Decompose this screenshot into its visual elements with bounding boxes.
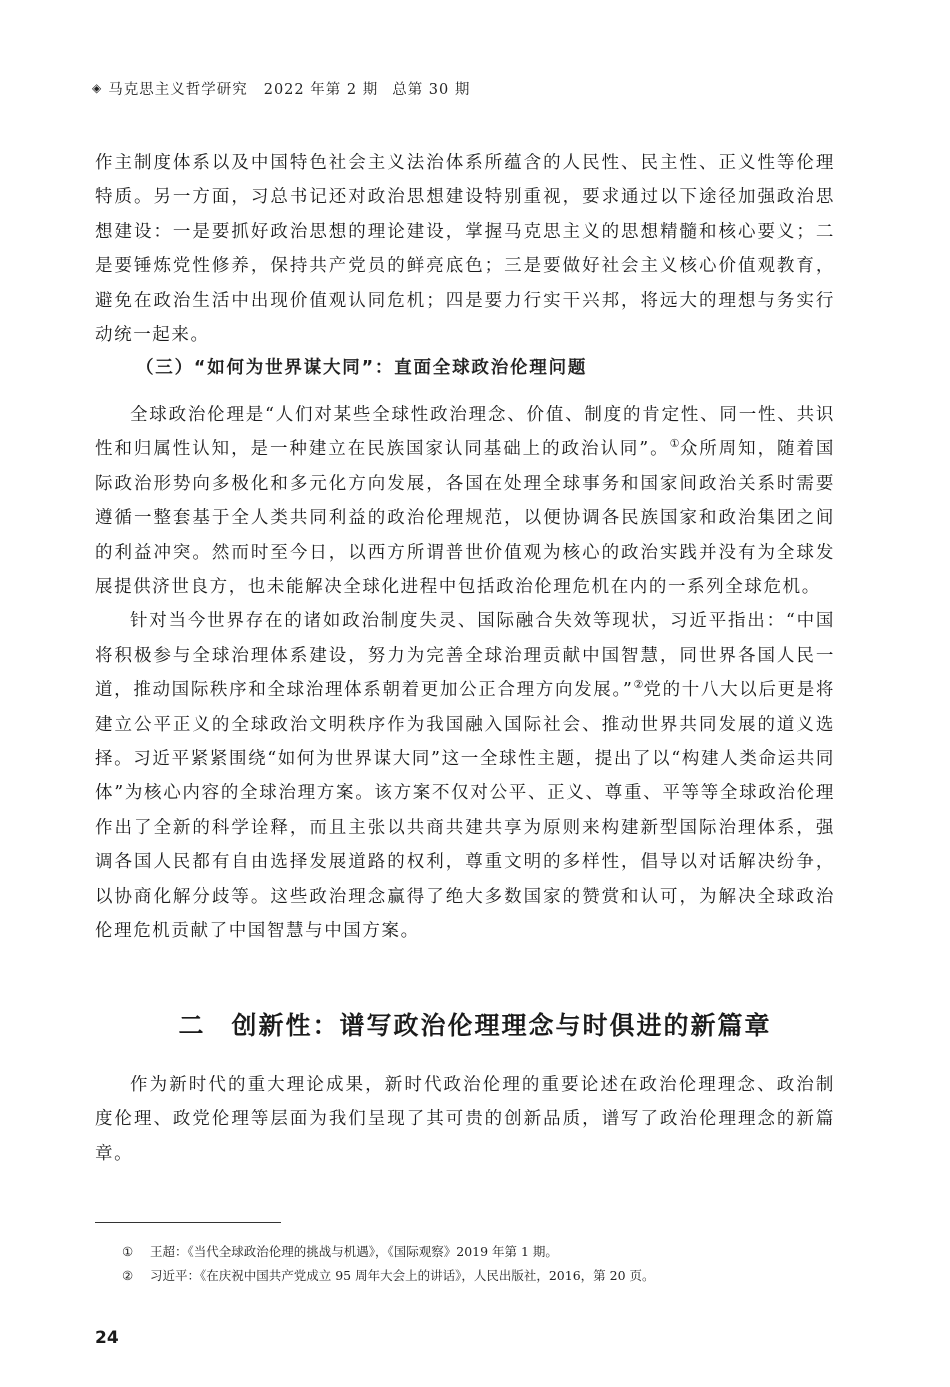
paragraph-global-ethics — [95, 398, 835, 604]
running-header — [92, 78, 470, 98]
footnotes — [122, 1240, 842, 1288]
footnote-mark: ① — [122, 1244, 134, 1259]
issue-label: 2022 年第 2 期 — [263, 81, 379, 98]
journal-title: 马克思主义哲学研究 — [108, 81, 248, 98]
total-issue-label: 总第 30 期 — [392, 81, 471, 98]
paragraph-global-text-b: 众所周知，随着国际政治形势向多极化和多元化方向发展，各国在处理全球事务和国家间政治关系时需要遵循一整套基于全人类共同利益的政治伦理规范，以便协调各民族国家和政治集团之间的利益冲突。然而时至今日，以西方所谓普世价值观为核心的政治实践并没有为全球发展提供济世良方，也未能解决全球化进程中包括政治伦理危机在内的一系列全球危机。 — [95, 439, 835, 598]
paragraph-group-global — [95, 398, 835, 949]
footnote-text: 习近平：《在庆祝中国共产党成立 95 周年大会上的讲话》，人民出版社，2016，第 20 页。 — [150, 1268, 655, 1283]
paragraph-section2: 作为新时代的重大理论成果，新时代政治伦理的重要论述在政治伦理理念、政治制度伦理、政党伦理等层面为我们呈现了其可贵的创新品质，谱写了政治伦理理念的新篇章。 — [95, 1075, 835, 1164]
diamond-icon: ◈ — [92, 81, 103, 95]
footnote-text: 王超：《当代全球政治伦理的挑战与机遇》，《国际观察》2019 年第 1 期。 — [150, 1244, 558, 1259]
section-heading-2 — [0, 1006, 950, 1046]
paragraph-xi-quote — [95, 604, 835, 948]
section-number: 二 — [178, 1011, 206, 1040]
footnote-item — [122, 1240, 842, 1264]
subheading-3: （三）“如何为世界谋大同”：直面全球政治伦理问题 — [136, 358, 588, 378]
paragraph-global-text-a: 全球政治伦理是“人们对某些全球性政治理念、价值、制度的肯定性、同一性、共识性和归属性认知，是一种建立在民族国家认同基础上的政治认同”。 — [95, 405, 835, 460]
paragraph-section2-block — [95, 1068, 835, 1171]
paragraph-xi-text-b: 党的十八大以后更是将建立公平正义的全球政治文明秩序作为我国融入国际社会、推动世界共同发展的道义选择。习近平紧紧围绕“如何为世界谋大同”这一全球性主题，提出了以“构建人类命运共同体”为核心内容的全球治理方案。该方案不仅对公平、正义、尊重、平等等全球政治伦理作出了全新的科学诠释，而且主张以共商共建共享为原则来构建新型国际治理体系，强调各国人民都有自由选择发展道路的权利，尊重文明的多样性，倡导以对话解决纷争，以协商化解分歧等。这些政治理念赢得了绝大多数国家的赞赏和认可，为解决全球政治伦理危机贡献了中国智慧与中国方案。 — [95, 680, 835, 942]
footnote-ref-2: ② — [633, 678, 644, 692]
page-number: 24 — [95, 1328, 119, 1348]
paragraph-intro-block — [95, 146, 835, 352]
footnote-item — [122, 1264, 842, 1288]
section-title: 创新性：谱写政治伦理理念与时俱进的新篇章 — [231, 1011, 772, 1040]
footnote-ref-1: ① — [669, 437, 680, 451]
footnote-mark: ② — [122, 1268, 134, 1283]
paragraph-intro: 作主制度体系以及中国特色社会主义法治体系所蕴含的人民性、民主性、正义性等伦理特质。另一方面，习总书记还对政治思想建设特别重视，要求通过以下途径加强政治思想建设：一是要抓好政治思想的理论建设，掌握马克思主义的思想精髓和核心要义；二是要锤炼党性修养，保持共产党员的鲜亮底色；三是要做好社会主义核心价值观教育，避免在政治生活中出现价值观认同危机；四是要力行实干兴邦，将远大的理想与务实行动统一起来。 — [95, 153, 835, 346]
paragraph-xi-text-a: 针对当今世界存在的诸如政治制度失灵、国际融合失效等现状，习近平指出：“中国将积极参与全球治理体系建设，努力为完善全球治理贡献中国智慧，同世界各国人民一道，推动国际秩序和全球治理体系朝着更加公正合理方向发展。” — [95, 611, 835, 701]
footnote-divider — [95, 1222, 281, 1223]
